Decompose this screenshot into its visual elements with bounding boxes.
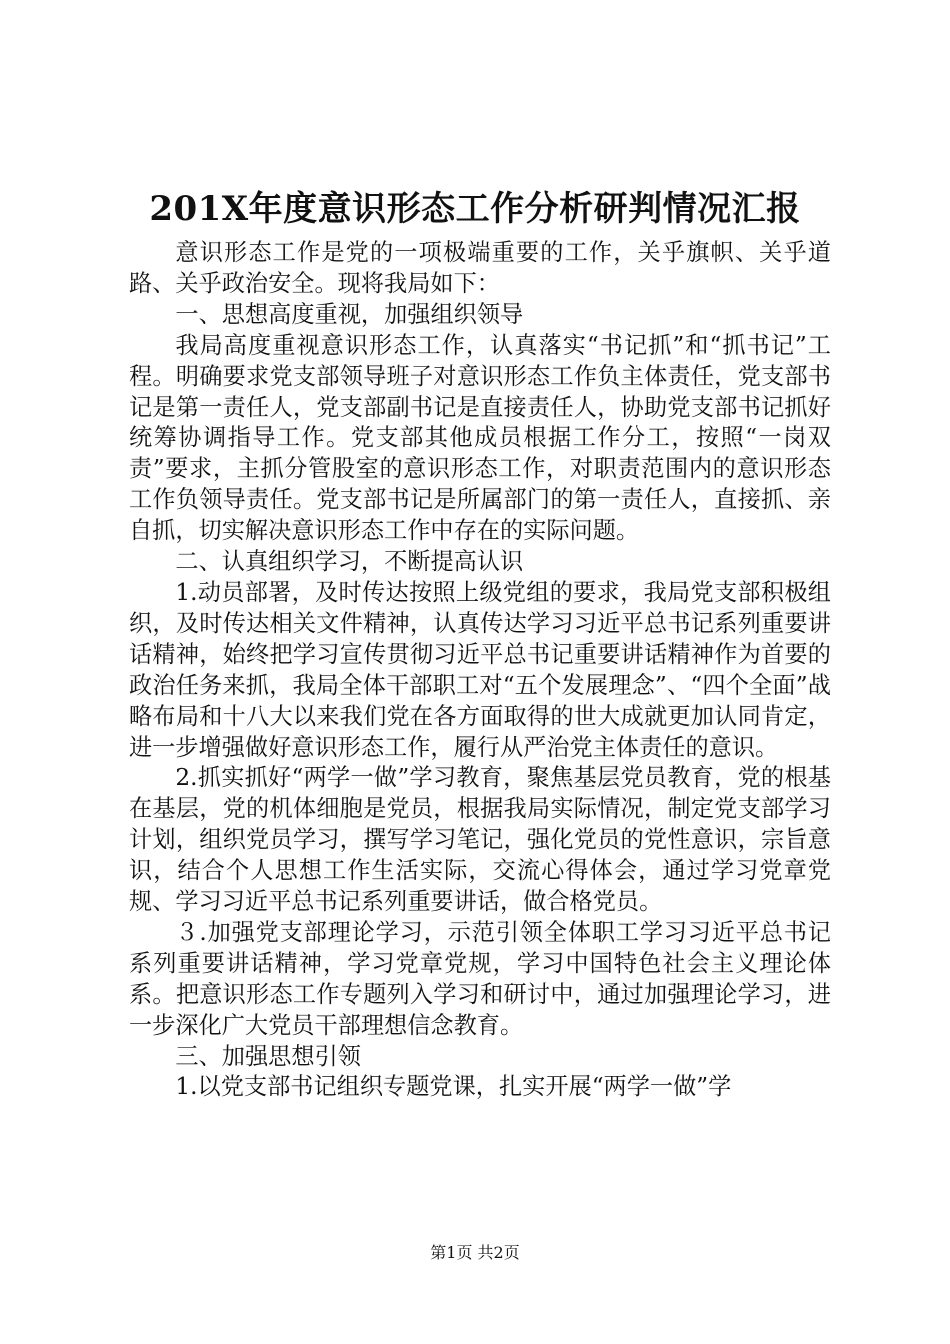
section-3-item-1: 1.以党支部书记组织专题党课，扎实开展“两学一做”学 — [175, 1073, 732, 1101]
section-2-item-3: ３.加强党支部理论学习，示范引领全体职工学习习近平总书记系列重要讲话精神，学习党章党规，学习中国特色社会主义理论体系。把意识形态工作专题列入学习和研讨中，通过加强理论学习，进一步深化广大党员干部理想信念教育。 — [129, 918, 831, 1039]
document-body — [129, 238, 831, 1103]
section-heading-3: 三、加强思想引领 — [175, 1042, 361, 1070]
section-heading-1: 一、思想高度重视，加强组织领导 — [175, 300, 524, 328]
page-footer: 第1页 共2页 — [430, 1243, 520, 1262]
document-title: 201X年度意识形态工作分析研判情况汇报 — [149, 189, 801, 229]
section-2-item-2: 2.抓实抓好“两学一做”学习教育，聚焦基层党员教育，党的根基在基层，党的机体细胞是党员，根据我局实际情况，制定党支部学习计划，组织党员学习，撰写学习笔记，强化党员的党性意识，宗旨意识，结合个人思想工作生活实际，交流心得体会，通过学习党章党规、学习习近平总书记系列重要讲话，做合格党员。 — [129, 764, 831, 916]
section-heading-2: 二、认真组织学习，不断提高认识 — [175, 548, 524, 576]
section-1-paragraph: 我局高度重视意识形态工作，认真落实“书记抓”和“抓书记”工程。明确要求党支部领导班子对意识形态工作负主体责任，党支部书记是第一责任人，党支部副书记是直接责任人，协助党支部书记抓好统筹协调指导工作。党支部其他成员根据工作分工，按照“一岗双责”要求，主抓分管股室的意识形态工作，对职责范围内的意识形态工作负领导责任。党支部书记是所属部门的第一责任人，直接抓、亲自抓，切实解决意识形态工作中存在的实际问题。 — [129, 331, 831, 545]
section-2-item-1: 1.动员部署，及时传达按照上级党组的要求，我局党支部积极组织，及时传达相关文件精神，认真传达学习习近平总书记系列重要讲话精神，始终把学习宣传贯彻习近平总书记重要讲话精神作为首要的政治任务来抓，我局全体干部职工对“五个发展理念”、“四个全面”战略布局和十八大以来我们党在各方面取得的世大成就更加认同肯定，进一步增强做好意识形态工作，履行从严治党主体责任的意识。 — [129, 578, 831, 761]
intro-paragraph: 意识形态工作是党的一项极端重要的工作，关乎旗帜、关乎道路、关乎政治安全。现将我局如下： — [129, 239, 831, 297]
